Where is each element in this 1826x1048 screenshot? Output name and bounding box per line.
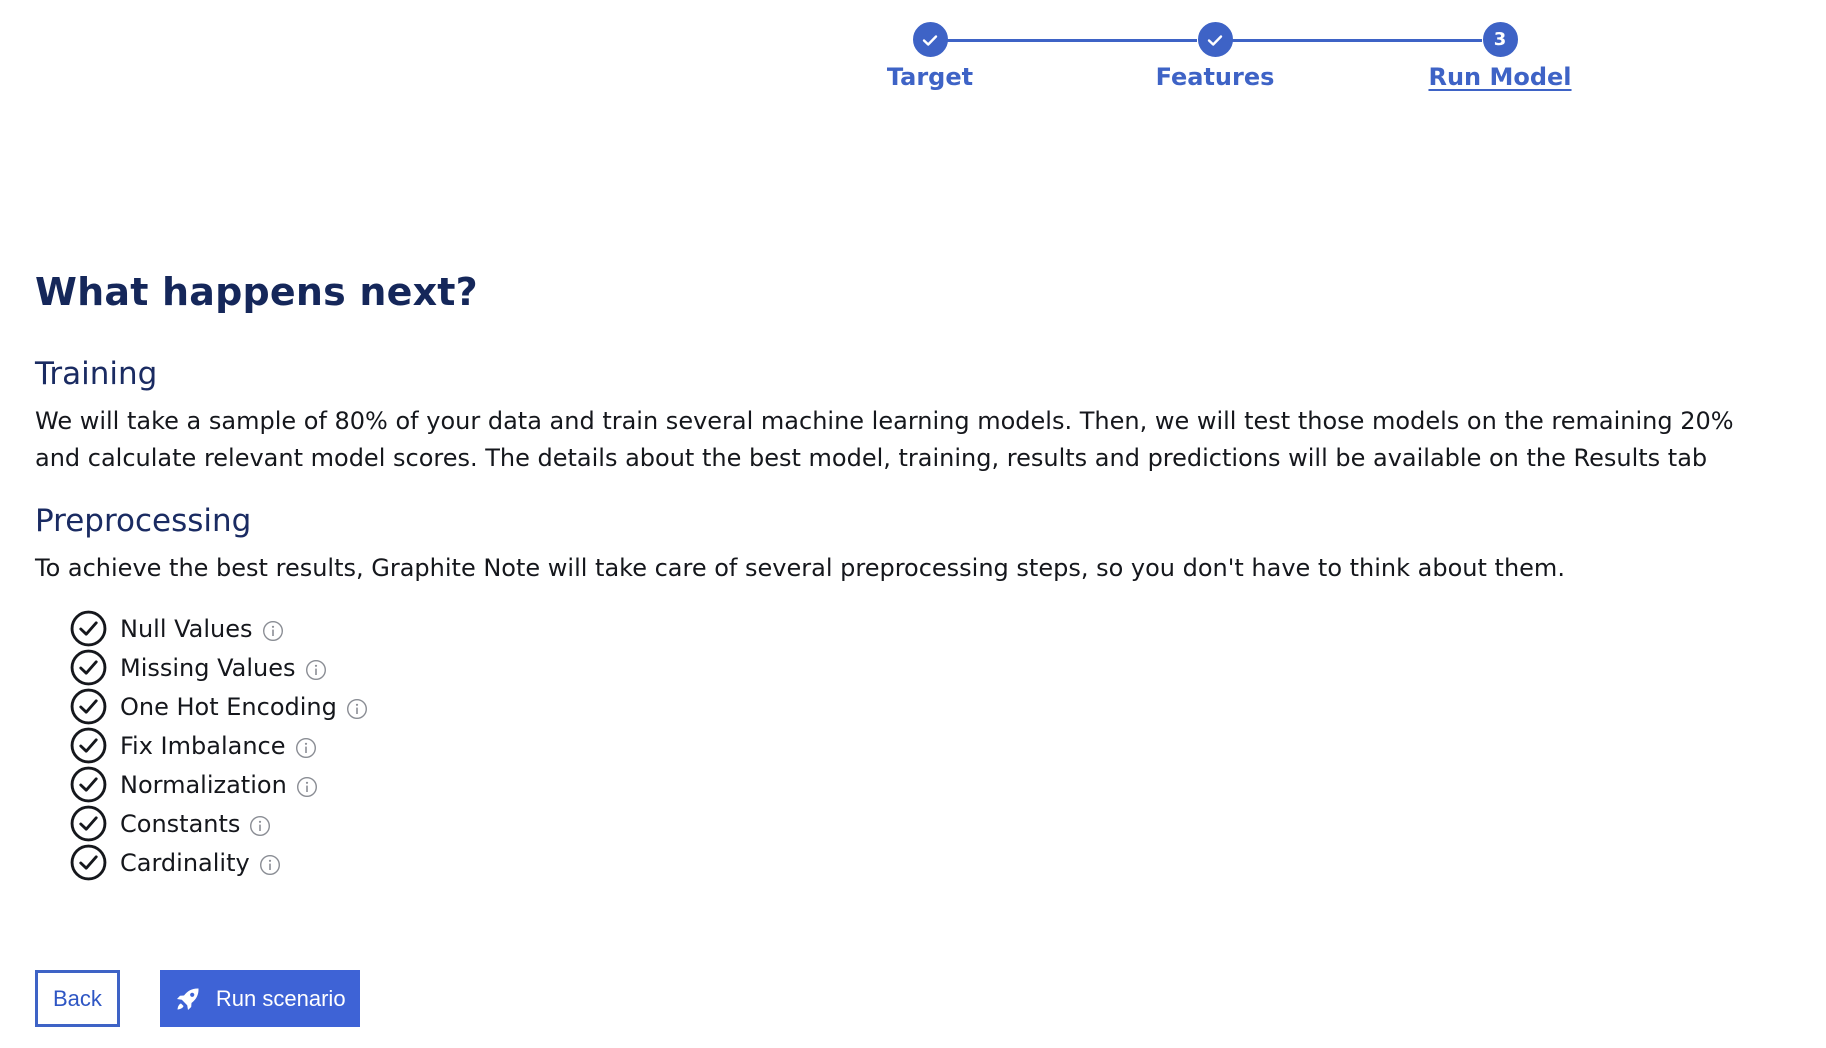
info-icon[interactable]	[346, 698, 368, 720]
step-features[interactable]	[1065, 22, 1365, 91]
item-label: Normalization	[120, 770, 287, 799]
run-scenario-button[interactable]	[160, 970, 360, 1027]
preprocessing-heading: Preprocessing	[35, 503, 252, 539]
info-icon[interactable]	[262, 620, 284, 642]
check-circle-icon	[70, 649, 107, 686]
item-label: Missing Values	[120, 653, 296, 682]
list-item	[70, 843, 1795, 882]
item-label: One Hot Encoding	[120, 692, 337, 721]
step-label: Target	[886, 63, 974, 91]
back-button[interactable]: Back	[35, 970, 120, 1027]
wizard-stepper	[0, 22, 1826, 102]
action-buttons	[35, 970, 360, 1027]
list-item	[70, 609, 1795, 648]
item-label: Fix Imbalance	[120, 731, 286, 760]
list-item	[70, 726, 1795, 765]
info-icon[interactable]	[295, 737, 317, 759]
list-item	[70, 765, 1795, 804]
checkmark-icon	[1198, 22, 1233, 57]
check-circle-icon	[70, 610, 107, 647]
list-item	[70, 648, 1795, 687]
checkmark-icon	[913, 22, 948, 57]
list-item	[70, 687, 1795, 726]
step-run-model[interactable]	[1350, 22, 1650, 91]
list-item	[70, 804, 1795, 843]
rocket-icon	[174, 985, 202, 1013]
item-label: Constants	[120, 809, 241, 838]
info-icon[interactable]	[259, 854, 281, 876]
step-label: Features	[1155, 63, 1275, 91]
preprocessing-checklist	[70, 609, 1795, 882]
step-label: Run Model	[1428, 63, 1572, 91]
check-circle-icon	[70, 766, 107, 803]
info-icon[interactable]	[249, 815, 271, 837]
step-number: 3	[1483, 22, 1518, 57]
item-label: Cardinality	[120, 848, 250, 877]
check-circle-icon	[70, 805, 107, 842]
preprocessing-description: To achieve the best results, Graphite Note will take care of several preprocessing steps, so you don't have to think about them.	[35, 554, 1565, 582]
check-circle-icon	[70, 844, 107, 881]
main-content	[35, 270, 1795, 882]
run-scenario-label: Run scenario	[215, 985, 346, 1011]
info-icon[interactable]	[296, 776, 318, 798]
item-label: Null Values	[120, 614, 253, 643]
training-heading: Training	[35, 356, 158, 392]
training-description: We will take a sample of 80% of your data and train several machine learning models. Then, we will test those models on the remaining 20% and calculate relevant model scores. The details about the best model, training, results and predictions will be available on the Results tab	[35, 407, 1734, 472]
page-title: What happens next?	[35, 270, 478, 314]
check-circle-icon	[70, 727, 107, 764]
check-circle-icon	[70, 688, 107, 725]
step-target[interactable]	[780, 22, 1080, 91]
info-icon[interactable]	[305, 659, 327, 681]
